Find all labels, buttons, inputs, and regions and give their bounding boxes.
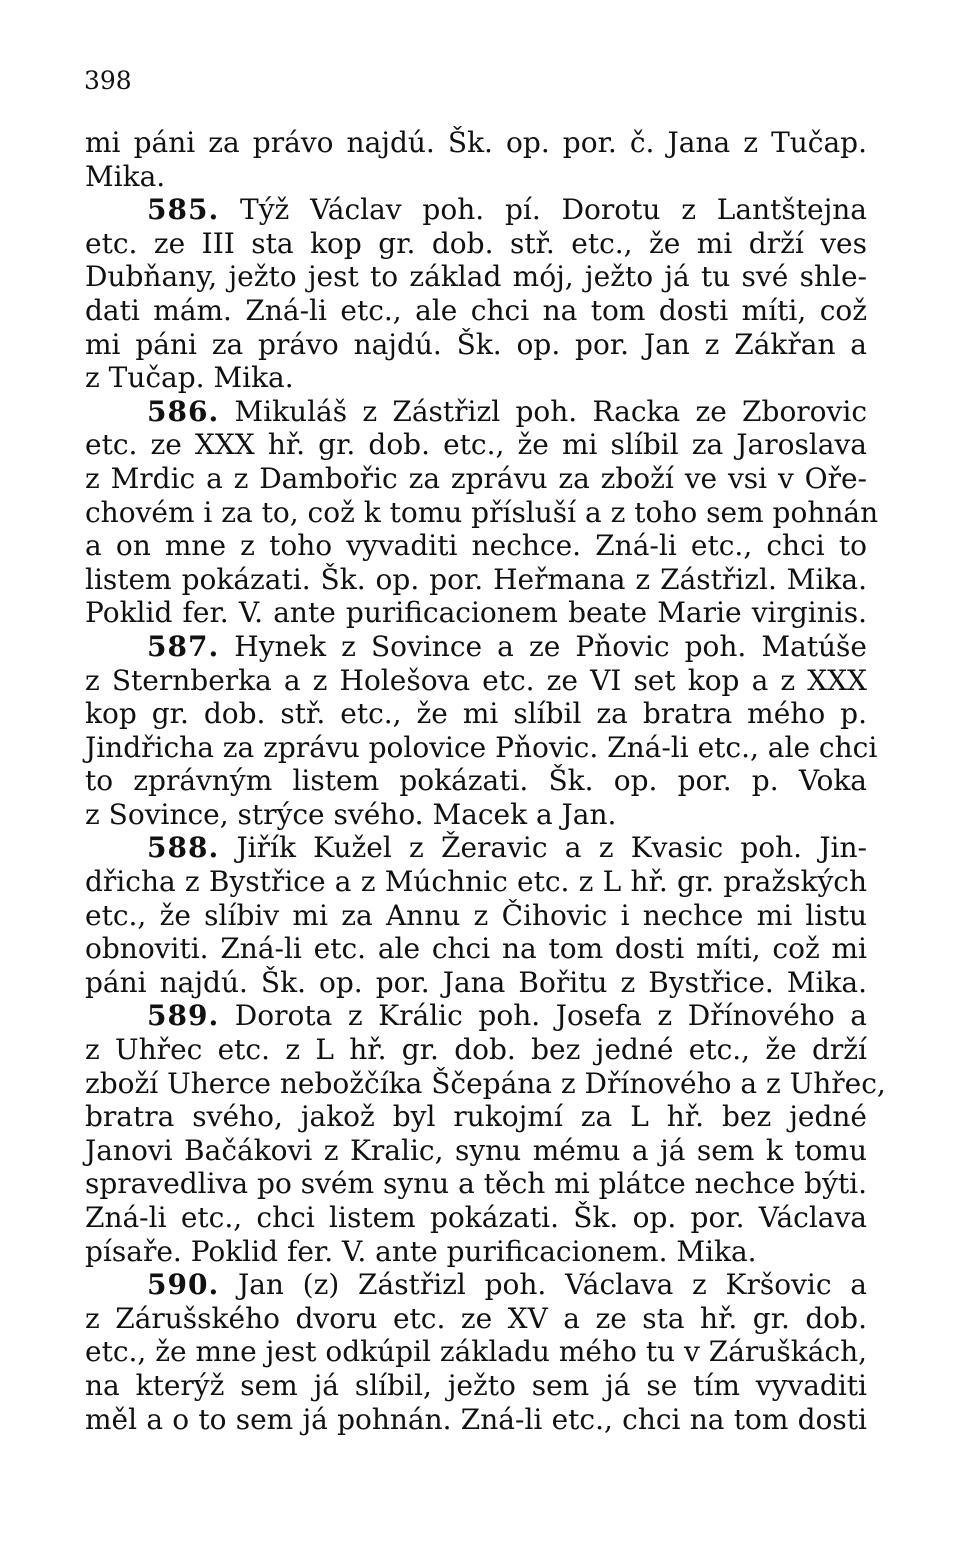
line-text: a on mne z toho vyvaditi nechce. Zná-li etc., chci to	[85, 529, 867, 563]
entry-start-line	[85, 630, 867, 664]
line-text: z Sovince, strýce svého. Macek a Jan.	[85, 797, 617, 831]
line-text: Janovi Bačákovi z Kralic, synu mému a já sem k tomu	[85, 1133, 867, 1167]
line-text: Týž Václav poh. pí. Dorotu z Lantštejna	[240, 193, 867, 227]
line-text: Poklid fer. V. ante purificacionem beate Marie virginis.	[85, 596, 867, 630]
text-line	[85, 697, 867, 731]
line-text: Zná-li etc., chci listem pokázati. Šk. op. por. Václava	[85, 1201, 867, 1234]
entry-start-line	[85, 999, 867, 1033]
line-text: Jiřík Kužel z Žeravic a z Kvasic poh. Jin-	[236, 831, 867, 865]
text-line	[85, 361, 867, 395]
text-line	[85, 1302, 867, 1336]
entry-number: 586.	[147, 394, 220, 428]
text-line	[85, 1066, 886, 1101]
text-line	[85, 865, 867, 899]
text-line	[85, 1167, 867, 1201]
entry-number: 590.	[147, 1268, 220, 1302]
line-text: na kterýž sem já slíbil, ježto sem já se tím vyvaditi	[85, 1368, 867, 1402]
line-text: obnoviti. Zná-li etc. ale chci na tom dosti míti, což mi	[85, 932, 867, 966]
text-line	[85, 1403, 867, 1437]
line-text: z Sternberka a z Holešova etc. ze VI set kop a z XXX	[85, 663, 867, 697]
line-text: Dubňany, ježto jest to základ mój, ježto já tu své shle-	[85, 260, 867, 294]
line-text: listem pokázati. Šk. op. por. Heřmana z Zástřizl. Mika.	[85, 562, 867, 596]
text-line	[85, 1100, 867, 1134]
text-line	[85, 227, 867, 261]
page-number: 398	[84, 66, 132, 95]
text-line	[85, 966, 867, 1000]
line-text: etc., že mne jest odkúpil základu mého tu v Záruškách,	[85, 1335, 867, 1369]
line-text: z Mrdic a z Dambořic za zprávu za zboží ve vsi v Oře-	[85, 461, 867, 495]
text-line	[85, 1134, 867, 1168]
entry-number: 587.	[147, 629, 220, 663]
entry-number: 589.	[147, 999, 220, 1033]
line-text: etc., že slíbiv mi za Annu z Čihovic i nechce mi listu	[85, 898, 867, 932]
entry-number: 585.	[147, 193, 220, 227]
text-line	[85, 1201, 867, 1235]
line-text: etc. ze XXX hř. gr. dob. etc., že mi slíbil za Jaroslava	[85, 428, 867, 462]
text-line	[85, 294, 867, 328]
line-text: Dorota z Králic poh. Josefa z Dřínového a	[234, 999, 867, 1033]
line-text: Hynek z Sovince a ze Pňovic poh. Matúše	[234, 629, 867, 663]
line-text: z Tučap. Mika.	[85, 361, 294, 395]
line-text: Jindřicha za zprávu polovice Pňovic. Zná-li etc., ale chci	[85, 730, 878, 764]
text-line	[85, 730, 878, 765]
entry-start-line	[85, 831, 867, 865]
document-body	[85, 126, 886, 1436]
line-text: z Zárušského dvoru etc. ze XV a ze sta hř. gr. dob.	[85, 1301, 867, 1335]
text-line	[85, 160, 867, 194]
text-line	[85, 1335, 867, 1369]
text-line	[85, 798, 867, 832]
line-text: chovém i za to, což k tomu přísluší a z toho sem pohnán	[85, 495, 879, 529]
text-line	[85, 664, 867, 698]
entry-start-line	[85, 1268, 867, 1302]
text-line	[85, 495, 879, 530]
line-text: mi páni za právo najdú. Šk. op. por. Jan z Zákřan a	[85, 327, 867, 361]
line-text: dřicha z Bystřice a z Múchnic etc. z L hř. gr. pražských	[85, 865, 867, 899]
text-line	[85, 428, 867, 462]
text-line	[85, 1369, 867, 1403]
line-text: Jan (z) Zástřizl poh. Václava z Kršovic a	[237, 1268, 867, 1302]
text-line	[85, 899, 867, 933]
text-line	[85, 764, 867, 798]
line-text: etc. ze III sta kop gr. dob. stř. etc., že mi drží ves	[85, 226, 867, 260]
line-text: měl a o to sem já pohnán. Zná-li etc., chci na tom dosti	[85, 1402, 867, 1436]
text-line	[85, 563, 867, 597]
line-text: bratra svého, jakož byl rukojmí za L hř. bez jedné	[85, 1100, 867, 1134]
entry-number: 588.	[147, 831, 220, 865]
text-line	[85, 1235, 867, 1269]
text-line	[85, 596, 867, 630]
text-line	[85, 1033, 867, 1067]
entry-start-line	[85, 395, 867, 429]
line-text: mi páni za právo najdú. Šk. op. por. č. Jana z Tučap.	[85, 126, 867, 159]
text-line	[85, 529, 867, 563]
line-text: kop gr. dob. stř. etc., že mi slíbil za bratra mého p.	[85, 697, 867, 731]
line-text: Mikuláš z Zástřizl poh. Racka ze Zborovic	[234, 394, 867, 428]
line-text: spravedliva po svém synu a těch mi plátce nechce býti.	[85, 1167, 867, 1201]
text-line	[85, 932, 867, 966]
line-text: páni najdú. Šk. op. por. Jana Bořitu z Bystřice. Mika.	[85, 965, 867, 999]
line-text: to zprávným listem pokázati. Šk. op. por. p. Voka	[85, 764, 867, 798]
line-text: Mika.	[85, 159, 166, 193]
line-text: zboží Uherce nebožčíka Ščepána z Dřínového a z Uhřec,	[85, 1066, 886, 1100]
entry-start-line	[85, 193, 867, 227]
text-line	[85, 126, 867, 160]
line-text: dati mám. Zná-li etc., ale chci na tom dosti míti, což	[85, 293, 867, 327]
text-line	[85, 260, 867, 294]
text-line	[85, 328, 867, 362]
line-text: z Uhřec etc. z L hř. gr. dob. bez jedné etc., že drží	[85, 1033, 867, 1067]
text-line	[85, 462, 867, 496]
line-text: písaře. Poklid fer. V. ante purificacionem. Mika.	[85, 1234, 757, 1268]
